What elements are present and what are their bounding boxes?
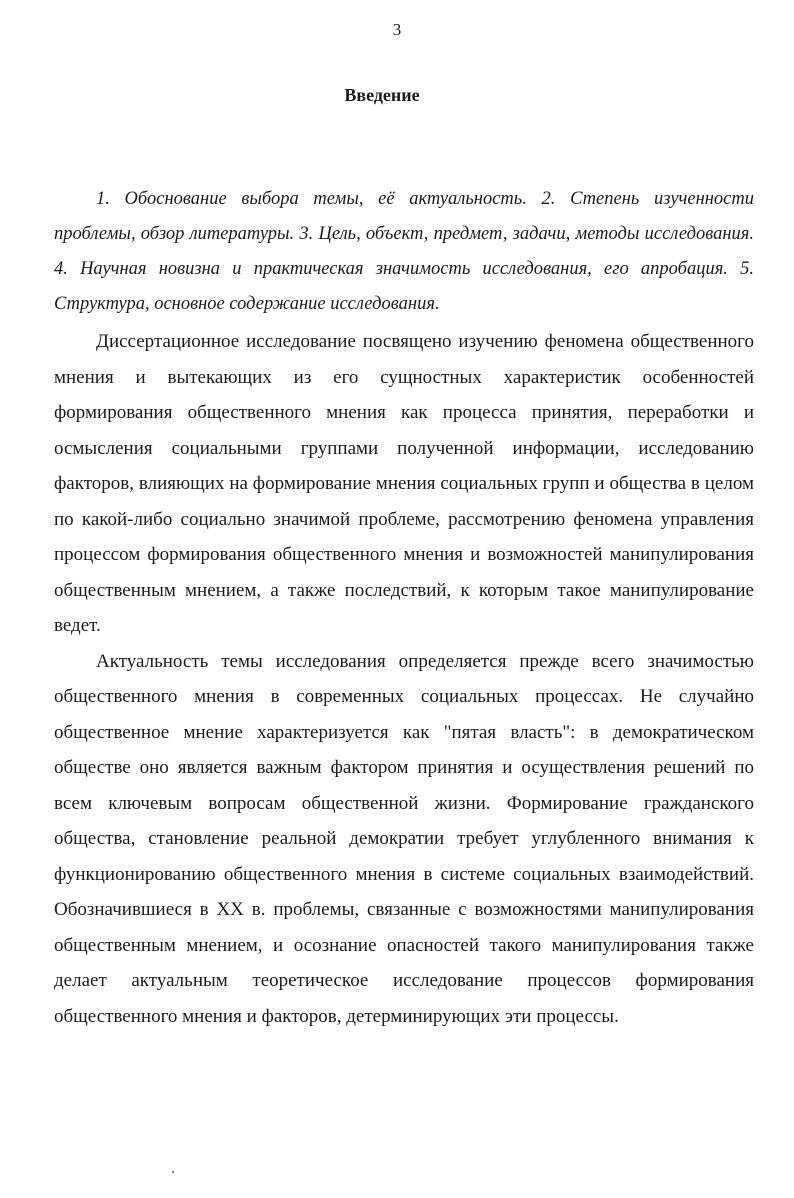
scan-speck: [172, 1171, 174, 1173]
page-number: 3: [392, 20, 402, 39]
paragraph-outline: 1. Обоснование выбора темы, её актуальность. 2. Степень изученности проблемы, обзор литературы. 3. Цель, объект, предмет, задачи, методы исследования. 4. Научная новизна и практическая значимость исследования, его апробация. 5. Структура, основное содержание исследования.: [54, 189, 754, 314]
paragraph-relevance: Актуальность темы исследования определяется прежде всего значимостью общественного мнения в современных социальных процессах. Не случайно общественное мнение характеризуется как "пятая власть": в демократическом обществе оно является важным фактором принятия и осуществления решений по всем ключевым вопросам общественной жизни. Формирование гражданского общества, становление реальной демократии требует углубленного внимания к функционированию общественного мнения в системе социальных взаимодействий. Обозначившиеся в XX в. проблемы, связанные с возможностями манипулирования общественным мнением, и осознание опасностей такого манипулирования также делает актуальным теоретическое исследование процессов формирования общественного мнения и факторов, детерминирующих эти процессы.: [54, 650, 754, 1027]
body-text: [54, 182, 754, 1034]
section-title: Введение: [344, 85, 420, 105]
paragraph-subject: Диссертационное исследование посвящено изучению феномена общественного мнения и вытекающих из его сущностных характеристик особенностей формирования общественного мнения как процесса принятия, переработки и осмысления социальными группами полученной информации, исследованию факторов, влияющих на формирование мнения социальных групп и общества в целом по какой-либо социально значимой проблеме, рассмотрению феномена управления процессом формирования общественного мнения и возможностей манипулирования общественным мнением, а также последствий, к которым такое манипулирование ведет.: [54, 331, 754, 636]
